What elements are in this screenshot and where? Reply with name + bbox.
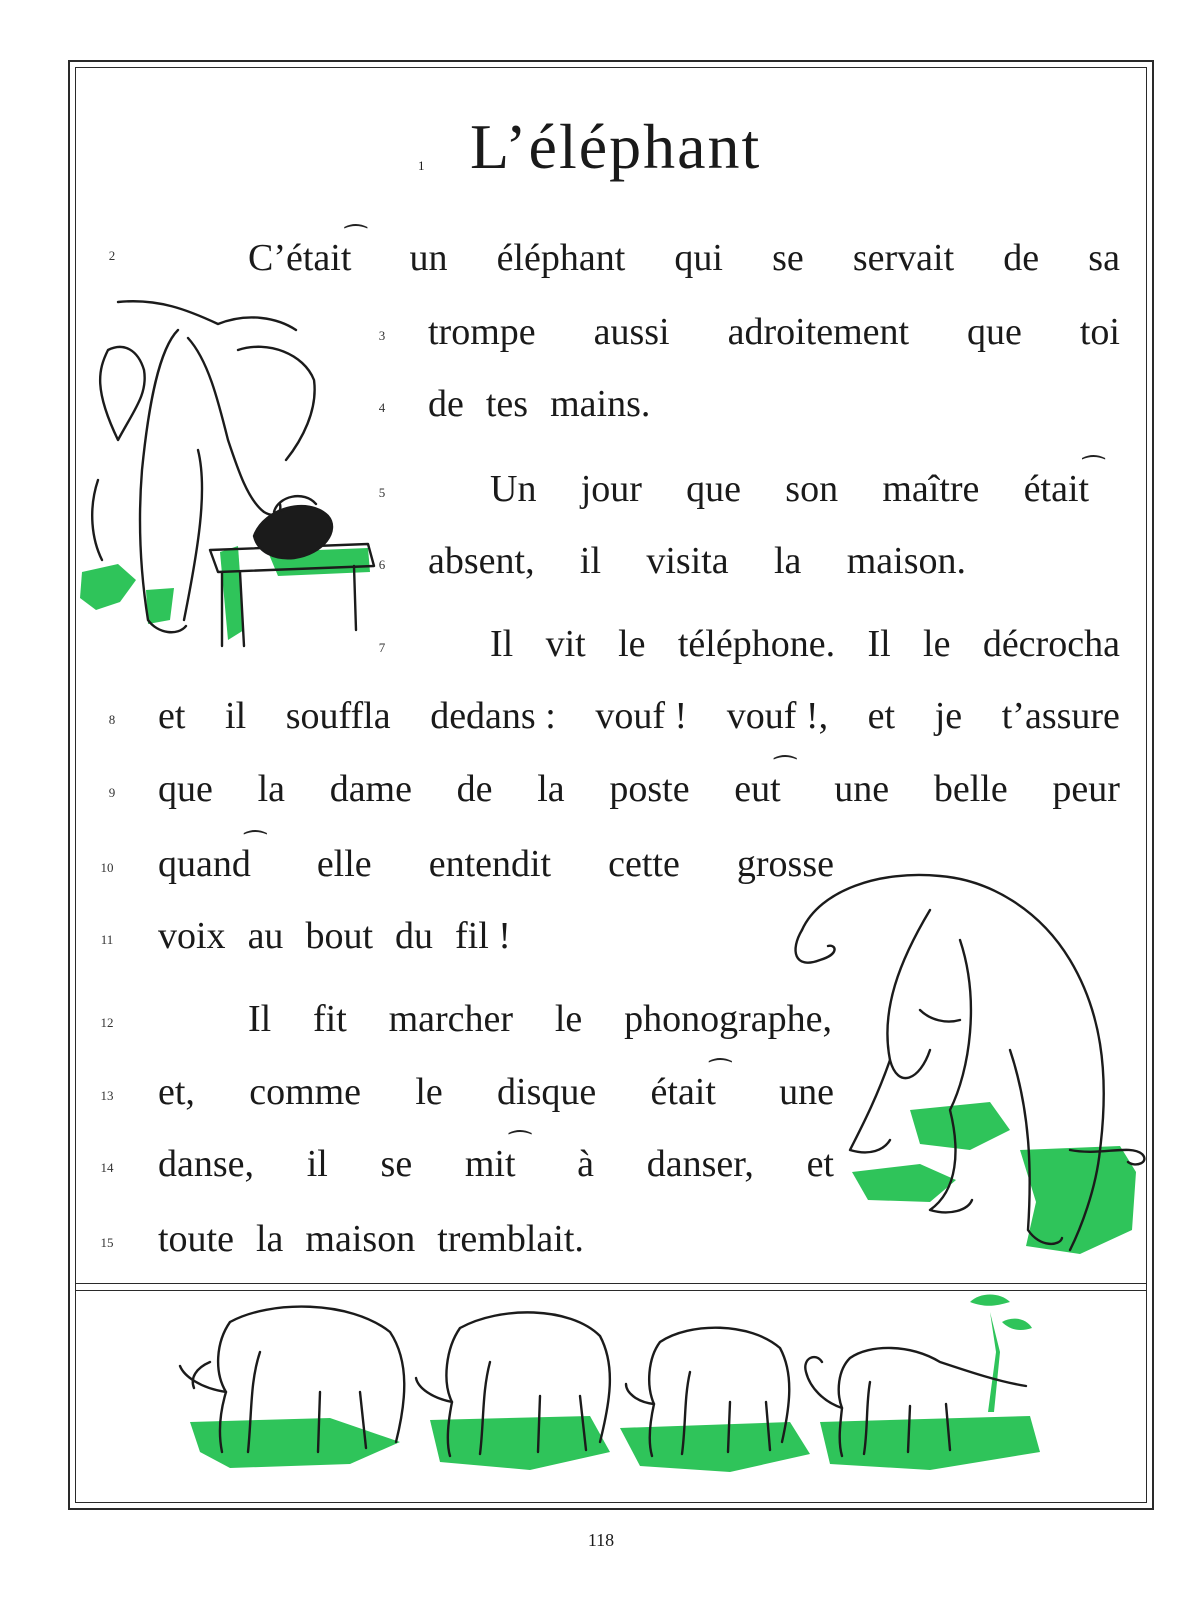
line-number: 7 xyxy=(378,640,386,655)
word: Il xyxy=(867,623,891,665)
liaison-mark: ⁀ xyxy=(774,756,796,785)
word: au xyxy=(247,915,284,957)
text-line-4 xyxy=(428,380,1120,428)
elephant-parade-illustration xyxy=(170,1292,1070,1502)
word: vouf ! xyxy=(595,695,688,737)
word: sa xyxy=(1088,237,1120,279)
dancing-elephant-illustration xyxy=(780,850,1170,1280)
line-number: 10 xyxy=(100,860,114,875)
text-line-3 xyxy=(428,308,1120,356)
word: danser, xyxy=(646,1143,754,1185)
word: une xyxy=(834,768,890,810)
word: servait xyxy=(852,237,955,279)
page-title: L’éléphant xyxy=(470,111,762,182)
word: voix xyxy=(158,915,226,957)
word: maison xyxy=(305,1218,416,1260)
word: mains. xyxy=(550,383,651,425)
word: Il xyxy=(490,623,514,665)
word: fit xyxy=(313,998,347,1040)
text-line-12 xyxy=(248,995,832,1043)
word: que xyxy=(686,468,742,510)
word: qui xyxy=(674,237,723,279)
line-number: 8 xyxy=(108,712,116,727)
word: toi xyxy=(1079,311,1120,353)
word: que xyxy=(158,768,213,810)
word: fil ! xyxy=(455,915,511,957)
word: vit xyxy=(545,623,586,665)
word: poste xyxy=(609,768,690,810)
word: était⁀ xyxy=(650,1059,731,1113)
word: toute xyxy=(158,1218,234,1260)
word: que xyxy=(967,311,1022,353)
word: Il xyxy=(248,998,272,1040)
band-divider-top xyxy=(75,1283,1147,1284)
word: marcher xyxy=(388,998,514,1040)
word: je xyxy=(934,695,963,737)
word: à xyxy=(577,1143,595,1185)
word: mit⁀ xyxy=(464,1131,531,1185)
word: aussi xyxy=(593,311,670,353)
word: disque xyxy=(497,1071,597,1113)
text-line-15 xyxy=(158,1215,834,1263)
word: grosse xyxy=(736,843,834,885)
word: et xyxy=(806,1143,834,1185)
word: la xyxy=(257,768,285,810)
word: une xyxy=(779,1071,834,1113)
word: de xyxy=(456,768,493,810)
word: bout xyxy=(305,915,373,957)
text-line-10 xyxy=(158,831,834,888)
word: peur xyxy=(1052,768,1120,810)
line-number-1: 1 xyxy=(418,158,425,173)
word: adroitement xyxy=(727,311,910,353)
word: il xyxy=(579,540,602,582)
word: un xyxy=(409,237,448,279)
page-number: 118 xyxy=(587,1530,615,1550)
word: était⁀ xyxy=(1023,456,1104,510)
word: elle xyxy=(316,843,372,885)
line-number: 15 xyxy=(100,1235,114,1250)
word: comme xyxy=(249,1071,362,1113)
word: absent, xyxy=(428,540,535,582)
text-line-7 xyxy=(490,620,1120,668)
word: la xyxy=(537,768,565,810)
line-number: 14 xyxy=(100,1160,114,1175)
line-number: 6 xyxy=(378,557,386,572)
word: de xyxy=(1003,237,1040,279)
word: entendit xyxy=(428,843,552,885)
word: belle xyxy=(933,768,1008,810)
word: Un xyxy=(490,468,537,510)
text-line-13 xyxy=(158,1059,834,1116)
word: il xyxy=(225,695,247,737)
word: dedans : xyxy=(430,695,556,737)
word: et xyxy=(867,695,896,737)
word: le xyxy=(554,998,583,1040)
line-number: 3 xyxy=(378,328,386,343)
word: maître xyxy=(882,468,980,510)
word: jour xyxy=(580,468,642,510)
line-number: 11 xyxy=(100,932,114,947)
liaison-mark: ⁀ xyxy=(1083,456,1104,485)
text-line-6 xyxy=(428,537,966,585)
line-number: 5 xyxy=(378,485,386,500)
word: cette xyxy=(608,843,680,885)
liaison-mark: ⁀ xyxy=(709,1059,731,1088)
word: se xyxy=(380,1143,413,1185)
word: tremblait. xyxy=(437,1218,584,1260)
word: le xyxy=(415,1071,443,1113)
word: le xyxy=(923,623,951,665)
word: éléphant xyxy=(496,237,626,279)
word: et xyxy=(158,695,186,737)
word: C’était⁀ xyxy=(248,225,367,279)
word: t’assure xyxy=(1001,695,1120,737)
liaison-mark: ⁀ xyxy=(345,225,367,254)
word: du xyxy=(395,915,433,957)
text-line-5 xyxy=(490,456,1104,513)
line-number: 4 xyxy=(378,400,386,415)
text-line-14 xyxy=(158,1131,834,1188)
word: se xyxy=(772,237,804,279)
word: vouf !, xyxy=(726,695,829,737)
line-number: 12 xyxy=(100,1015,114,1030)
text-line-11 xyxy=(158,912,834,960)
word: quand⁀ xyxy=(158,831,266,885)
word: et, xyxy=(158,1071,195,1113)
word: maison. xyxy=(846,540,966,582)
text-line-9 xyxy=(158,756,1120,813)
line-number: 13 xyxy=(100,1088,114,1103)
line-number: 2 xyxy=(108,248,116,263)
word: eut⁀ xyxy=(734,756,796,810)
word: phonographe, xyxy=(624,998,832,1040)
word: visita xyxy=(646,540,729,582)
elephant-telephone-illustration xyxy=(78,290,378,650)
word: tes xyxy=(485,383,529,425)
liaison-mark: ⁀ xyxy=(509,1131,531,1160)
word: souffla xyxy=(285,695,391,737)
word: son xyxy=(785,468,839,510)
text-line-8 xyxy=(158,692,1120,740)
liaison-mark: ⁀ xyxy=(244,831,266,860)
text-line-2 xyxy=(248,225,1120,282)
word: la xyxy=(773,540,802,582)
band-divider-bottom xyxy=(75,1290,1147,1291)
word: la xyxy=(255,1218,284,1260)
word: trompe xyxy=(428,311,536,353)
word: il xyxy=(306,1143,328,1185)
word: dame xyxy=(329,768,412,810)
word: décrocha xyxy=(982,623,1120,665)
word: téléphone. xyxy=(677,623,836,665)
line-number: 9 xyxy=(108,785,116,800)
word: de xyxy=(428,383,464,425)
word: le xyxy=(618,623,646,665)
word: danse, xyxy=(158,1143,255,1185)
